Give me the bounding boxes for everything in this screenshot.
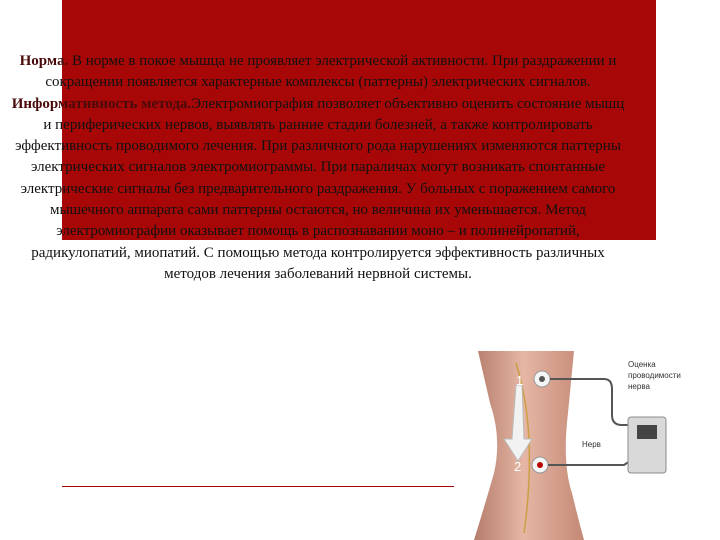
nerve-label: Нерв <box>582 440 601 449</box>
label-norm: Норма. <box>19 53 69 69</box>
text-norm: В норме в покое мышца не проявляет электрической активности. При раздражении и сокращении появляется характерные комплексы (паттерны) электрических сигналов. <box>45 53 617 91</box>
point-1-label: 1 <box>516 373 524 388</box>
text-informativeness: Электромиография позволяет объективно оценить состояние мышц и периферических нервов, выявлять ранние стадии болезней, а также контролировать эффективность проводимого лечения. При различного рода нарушениях изменяются паттерны электрических сигналов электромиограммы. При параличах могут возникать спонтанные электрические сигналы без предварительного раздражения. У больных с поражением самого мышечного аппарата сами паттерны остаются, но величина их уменьшается. Метод электромиографии оказывает помощь в распознавании моно – и полинейропатий, радикулопатий, миопатий. С помощью метода контролируется эффективность различных методов лечения заболеваний нервной системы. <box>15 95 625 282</box>
paragraph-norm <box>6 51 630 94</box>
assessment-label-line-2: проводимости <box>628 371 681 380</box>
decorative-rule <box>62 486 472 487</box>
slide-body-text <box>6 51 630 285</box>
paragraph-informativeness <box>6 94 630 286</box>
label-informativeness: Информативность метода. <box>11 95 192 112</box>
assessment-label-line-1: Оценка <box>628 360 656 369</box>
device-screen <box>637 425 657 439</box>
assessment-label-line-3: нерва <box>628 382 650 391</box>
point-2-label: 2 <box>514 459 522 474</box>
emg-illustration <box>454 343 720 540</box>
